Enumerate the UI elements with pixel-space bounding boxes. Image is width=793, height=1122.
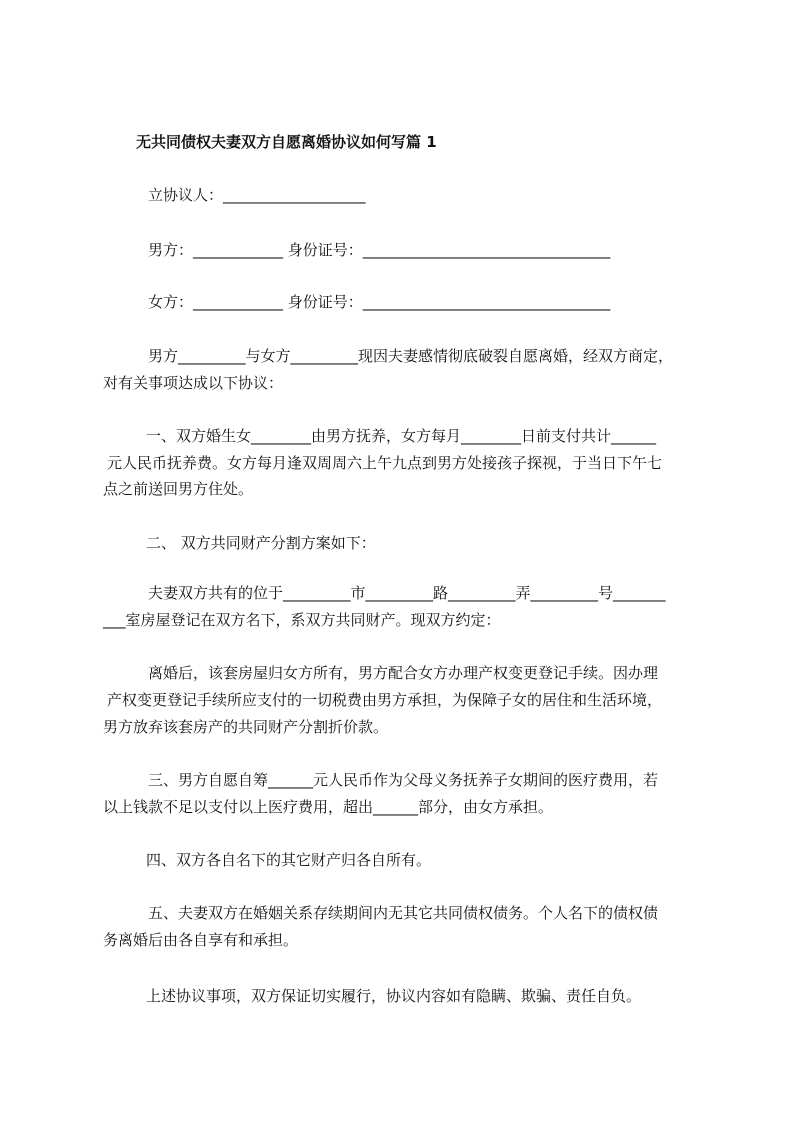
clause-3-line-2: 以上钱款不足以支付以上医疗费用，超出______部分，由女方承担。: [103, 798, 554, 816]
post-divorce-paragraph-line-3: 男方放弃该套房产的共同财产分割折价款。: [103, 718, 389, 736]
clause-2-heading: 二、 双方共同财产分割方案如下：: [146, 534, 376, 552]
male-party-line: 男方：____________ 身份证号：_________________________________: [148, 241, 611, 259]
intro-paragraph-line-1: 男方_________与女方_________现因夫妻感情彻底破裂自愿离婚，经双方商定，: [148, 347, 674, 365]
clause-4-line: 四、双方各自名下的其它财产归各自所有。: [146, 851, 432, 869]
clause-1-line-2: 元人民币抚养费。女方每月逢双周周六上午九点到男方处接孩子探视，于当日下午七: [107, 454, 663, 472]
clause-1-line-1: 一、双方婚生女________由男方抚养，女方每月________日前支付共计______: [146, 427, 657, 445]
closing-statement-line: 上述协议事项，双方保证切实履行，协议内容如有隐瞒、欺骗、责任自负。: [146, 987, 642, 1005]
property-paragraph-line-2: ___室房屋登记在双方名下，系双方共同财产。现双方约定：: [103, 611, 501, 629]
clause-3-line-1: 三、男方自愿自筹______元人民币作为父母义务抚养子女期间的医疗费用，若: [148, 771, 659, 789]
post-divorce-paragraph-line-1: 离婚后，该套房屋归女方所有，男方配合女方办理产权变更登记手续。因办理: [148, 664, 659, 682]
property-paragraph-line-1: 夫妻双方共有的位于_________市_________路_________弄_________号_______: [148, 584, 666, 602]
clause-5-line-2: 务离婚后由各自享有和承担。: [103, 931, 299, 949]
document-title: 无共同债权夫妻双方自愿离婚协议如何写篇 1: [136, 133, 437, 151]
female-party-line: 女方：____________ 身份证号：_________________________________: [148, 293, 611, 311]
intro-paragraph-line-2: 对有关事项达成以下协议：: [103, 374, 284, 392]
signatory-line: 立协议人：___________________: [148, 186, 366, 204]
clause-5-line-1: 五、夫妻双方在婚姻关系存续期间内无其它共同债权债务。个人名下的债权债: [148, 904, 659, 922]
clause-1-line-3: 点之前送回男方住处。: [103, 480, 254, 498]
post-divorce-paragraph-line-2: 产权变更登记手续所应支付的一切税费由男方承担，为保障子女的居住和生活环境，: [107, 691, 663, 709]
